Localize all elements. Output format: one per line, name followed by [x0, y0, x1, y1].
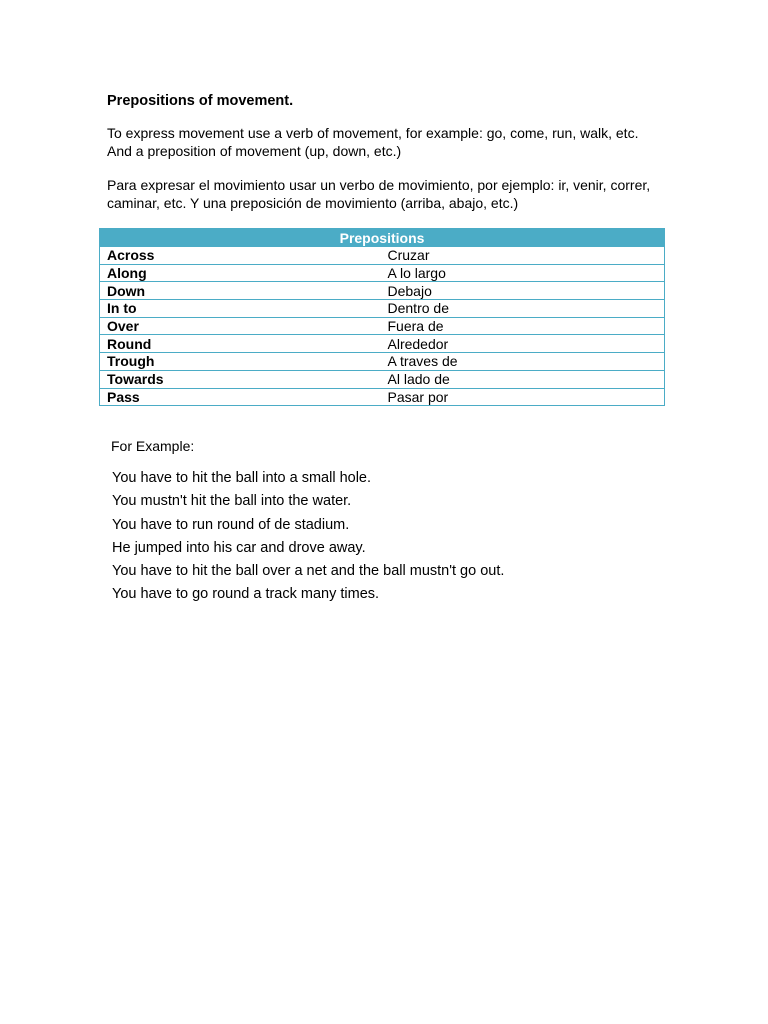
preposition-spanish: Cruzar	[383, 247, 665, 265]
example-sentence: He jumped into his car and drove away.	[112, 539, 366, 556]
table-header: Prepositions	[100, 229, 665, 247]
table-row	[100, 335, 665, 353]
table-row	[100, 282, 665, 300]
preposition-english: Trough	[100, 353, 383, 371]
table-row	[100, 370, 665, 388]
example-sentence: You mustn't hit the ball into the water.	[112, 493, 352, 510]
preposition-english: Along	[100, 264, 383, 282]
intro-paragraph-english	[107, 124, 667, 160]
preposition-spanish: Al lado de	[383, 370, 665, 388]
page-title: Prepositions of movement.	[107, 93, 294, 109]
preposition-spanish: Fuera de	[383, 317, 665, 335]
preposition-english: Over	[100, 317, 383, 335]
preposition-english: Round	[100, 335, 383, 353]
preposition-english: Pass	[100, 388, 383, 406]
intro-spanish-line: Para expresar el movimiento usar un verbo de movimiento, por ejemplo: ir, venir, correr,	[107, 177, 651, 193]
prepositions-table	[99, 228, 665, 406]
intro-spanish-line: caminar, etc. Y una preposición de movimiento (arriba, abajo, etc.)	[107, 195, 519, 211]
example-sentence: You have to hit the ball into a small hole.	[112, 470, 372, 486]
table-row	[100, 388, 665, 406]
preposition-spanish: Debajo	[383, 282, 665, 300]
preposition-english: In to	[100, 300, 383, 318]
example-label: For Example:	[111, 438, 195, 454]
preposition-english: Across	[100, 247, 383, 265]
preposition-spanish: A traves de	[383, 353, 665, 371]
table-row	[100, 300, 665, 318]
preposition-english: Down	[100, 282, 383, 300]
preposition-spanish: Pasar por	[383, 388, 665, 406]
intro-paragraph-spanish	[107, 176, 667, 212]
preposition-spanish: Alrededor	[383, 335, 665, 353]
table-row	[100, 317, 665, 335]
table-row	[100, 353, 665, 371]
preposition-english: Towards	[100, 370, 383, 388]
example-sentence: You have to run round of de stadium.	[112, 516, 350, 533]
example-sentence: You have to hit the ball over a net and the ball mustn't go out.	[112, 563, 505, 580]
intro-english-line: To express movement use a verb of movement, for example: go, come, run, walk, etc.	[107, 125, 639, 141]
preposition-spanish: A lo largo	[383, 264, 665, 282]
intro-english-line: And a preposition of movement (up, down, etc.)	[107, 143, 402, 159]
table-header-row	[100, 229, 665, 247]
preposition-spanish: Dentro de	[383, 300, 665, 318]
example-sentences-list	[112, 468, 504, 608]
table-row	[100, 247, 665, 265]
example-sentence: You have to go round a track many times.	[112, 586, 380, 603]
table-row	[100, 264, 665, 282]
